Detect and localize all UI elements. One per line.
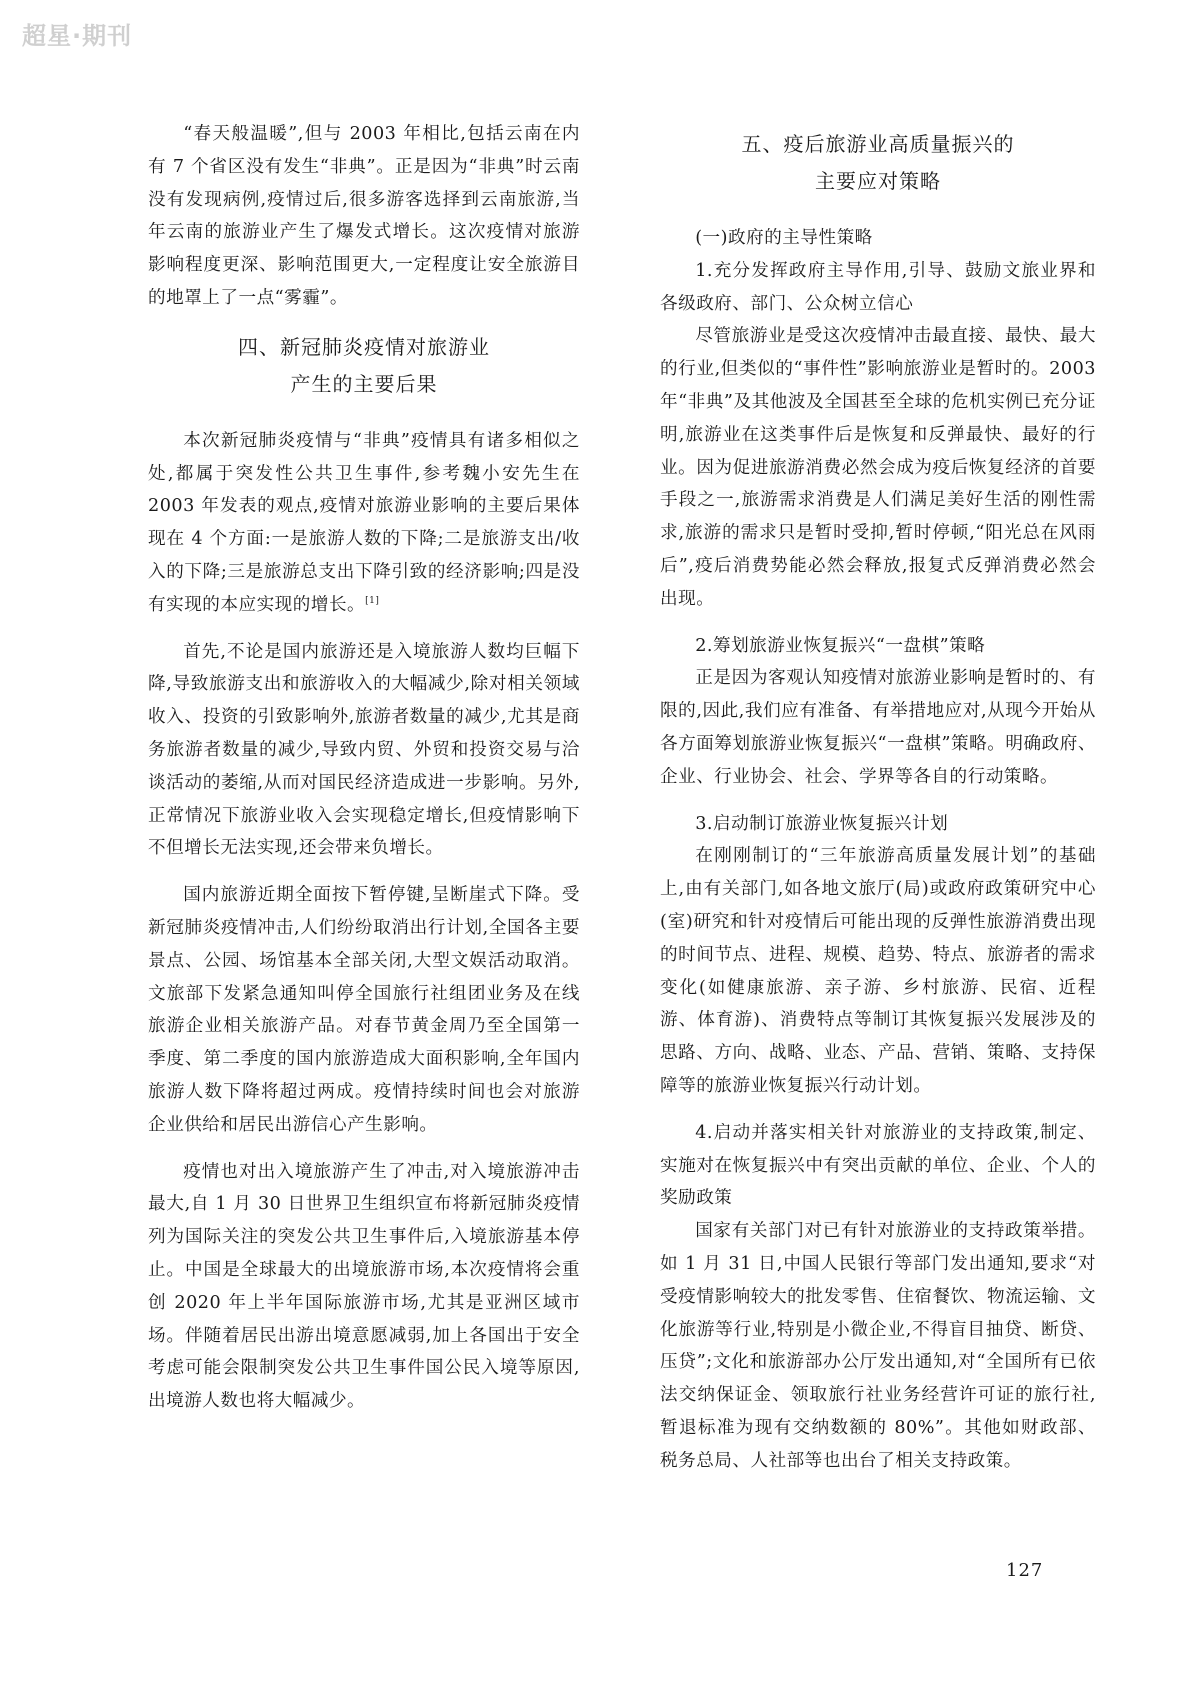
- paragraph-first-impact: 首先,不论是国内旅游还是入境旅游人数均巨幅下降,导致旅游支出和旅游收入的大幅减少,除对相关领域收入、投资的引致影响外,旅游者数量的减少,尤其是商务旅游者数量的减少,导致内贸、外贸和投资交易与洽谈活动的萎缩,从而对国民经济造成进一步影响。另外,正常情况下旅游业收入会实现稳定增长,但疫情影响下不但增长无法实现,还会带来负增长。: [148, 641, 580, 859]
- item-1-body: 尽管旅游业是受这次疫情冲击最直接、最快、最大的行业,但类似的“事件性”影响旅游业是暂时的。2003 年“非典”及其他波及全国甚至全球的危机实例已充分证明,旅游业在这类事件后是恢复和反弹最快、最好的行业。因为促进旅游消费必然会成为疫后恢复经济的首要手段之一,旅游需求消费是人们满足美好生活的刚性需求,旅游的需求只是暂时受抑,暂时停顿,“阳光总在风雨后”,疫后消费势能必然会释放,报复式反弹消费必然会出现。: [660, 326, 1096, 609]
- citation-ref: [1]: [365, 595, 380, 606]
- section-5-title-line-2: 主要应对策略: [815, 169, 941, 193]
- intro-paragraph: “春天般温暖”,但与 2003 年相比,包括云南在内有 7 个省区没有发生“非典”。正是因为“非典”时云南没有发现病例,疫情过后,很多游客选择到云南旅游,当年云南的旅游业产生了爆发式增长。这次疫情对旅游影响程度更深、影响范围更大,一定程度让安全旅游目的地罩上了一点“雾霾”。: [148, 124, 580, 308]
- left-column: [148, 118, 580, 1432]
- paragraph-domestic-tourism: 国内旅游近期全面按下暂停键,呈断崖式下降。受新冠肺炎疫情冲击,人们纷纷取消出行计划,全国各主要景点、公园、场馆基本全部关闭,大型文娱活动取消。文旅部下发紧急通知叫停全国旅行社组团业务及在线旅游企业相关旅游产品。对春节黄金周乃至全国第一季度、第二季度的国内旅游造成大面积影响,全年国内旅游人数下降将超过两成。疫情持续时间也会对旅游企业供给和居民出游信心产生影响。: [148, 885, 580, 1135]
- section-4-title-line-2: 产生的主要后果: [290, 371, 438, 396]
- section-5-title: [660, 126, 1096, 200]
- section-5-title-line-1: 五、疫后旅游业高质量振兴的: [741, 132, 1015, 156]
- section-4-title-line-1: 四、新冠肺炎疫情对旅游业: [238, 334, 490, 359]
- item-2-heading: 2.筹划旅游业恢复振兴“一盘棋”策略: [695, 635, 986, 656]
- item-4-body: 国家有关部门对已有针对旅游业的支持政策举措。如 1 月 31 日,中国人民银行等部门发出通知,要求“对受疫情影响较大的批发零售、住宿餐饮、物流运输、文化旅游等行业,特别是小微企业,不得盲目抽贷、断贷、压贷”;文化和旅游部办公厅发出通知,对“全国所有已依法交纳保证金、领取旅行社业务经营许可证的旅行社,暂退标准为现有交纳数额的 80%”。其他如财政部、税务总局、人社部等也出台了相关支持政策。: [660, 1221, 1096, 1471]
- right-column: [660, 118, 1096, 1491]
- page-number: 127: [1006, 1560, 1044, 1581]
- paragraph-inbound-outbound: 疫情也对出入境旅游产生了冲击,对入境旅游冲击最大,自 1 月 30 日世界卫生组织宣布将新冠肺炎疫情列为国际关注的突发公共卫生事件后,入境旅游基本停止。中国是全球最大的出境旅游市场,本次疫情将会重创 2020 年上半年国际旅游市场,尤其是亚洲区域市场。伴随着居民出游出境意愿减弱,加上各国出于安全考虑可能会限制突发公共卫生事件国公民入境等原因,出境游人数也将大幅减少。: [148, 1161, 580, 1412]
- item-3-heading: 3.启动制订旅游业恢复振兴计划: [695, 813, 949, 834]
- watermark-logo: 超星·期刊: [22, 22, 133, 50]
- paragraph-consequences-overview: [148, 425, 580, 622]
- paragraph-consequences-text: 本次新冠肺炎疫情与“非典”疫情具有诸多相似之处,都属于突发性公共卫生事件,参考魏小安先生在 2003 年发表的观点,疫情对旅游业影响的主要后果体现在 4 个方面:一是旅游人数的下降;二是旅游支出/收入的下降;三是旅游总支出下降引致的经济影响;四是没有实现的本应实现的增长。: [148, 430, 580, 615]
- subsection-government-strategy: (一)政府的主导性策略: [695, 228, 873, 248]
- item-2-body: 正是因为客观认知疫情对旅游业影响是暂时的、有限的,因此,我们应有准备、有举措地应对,从现今开始从各方面筹划旅游业恢复振兴“一盘棋”策略。明确政府、企业、行业协会、社会、学界等各自的行动策略。: [660, 668, 1096, 787]
- section-4-title: [148, 329, 580, 403]
- item-4-heading: 4.启动并落实相关针对旅游业的支持政策,制定、实施对在恢复振兴中有突出贡献的单位、企业、个人的奖励政策: [660, 1122, 1096, 1209]
- item-3-body: 在刚刚制订的“三年旅游高质量发展计划”的基础上,由有关部门,如各地文旅厅(局)或政府政策研究中心(室)研究和针对疫情后可能出现的反弹性旅游消费出现的时间节点、进程、规模、趋势、特点、旅游者的需求变化(如健康旅游、亲子游、乡村旅游、民宿、近程游、体育游)、消费特点等制订其恢复振兴发展涉及的思路、方向、战略、业态、产品、营销、策略、支持保障等的旅游业恢复振兴行动计划。: [660, 846, 1096, 1096]
- item-1-heading: 1.充分发挥政府主导作用,引导、鼓励文旅业界和各级政府、部门、公众树立信心: [660, 260, 1096, 314]
